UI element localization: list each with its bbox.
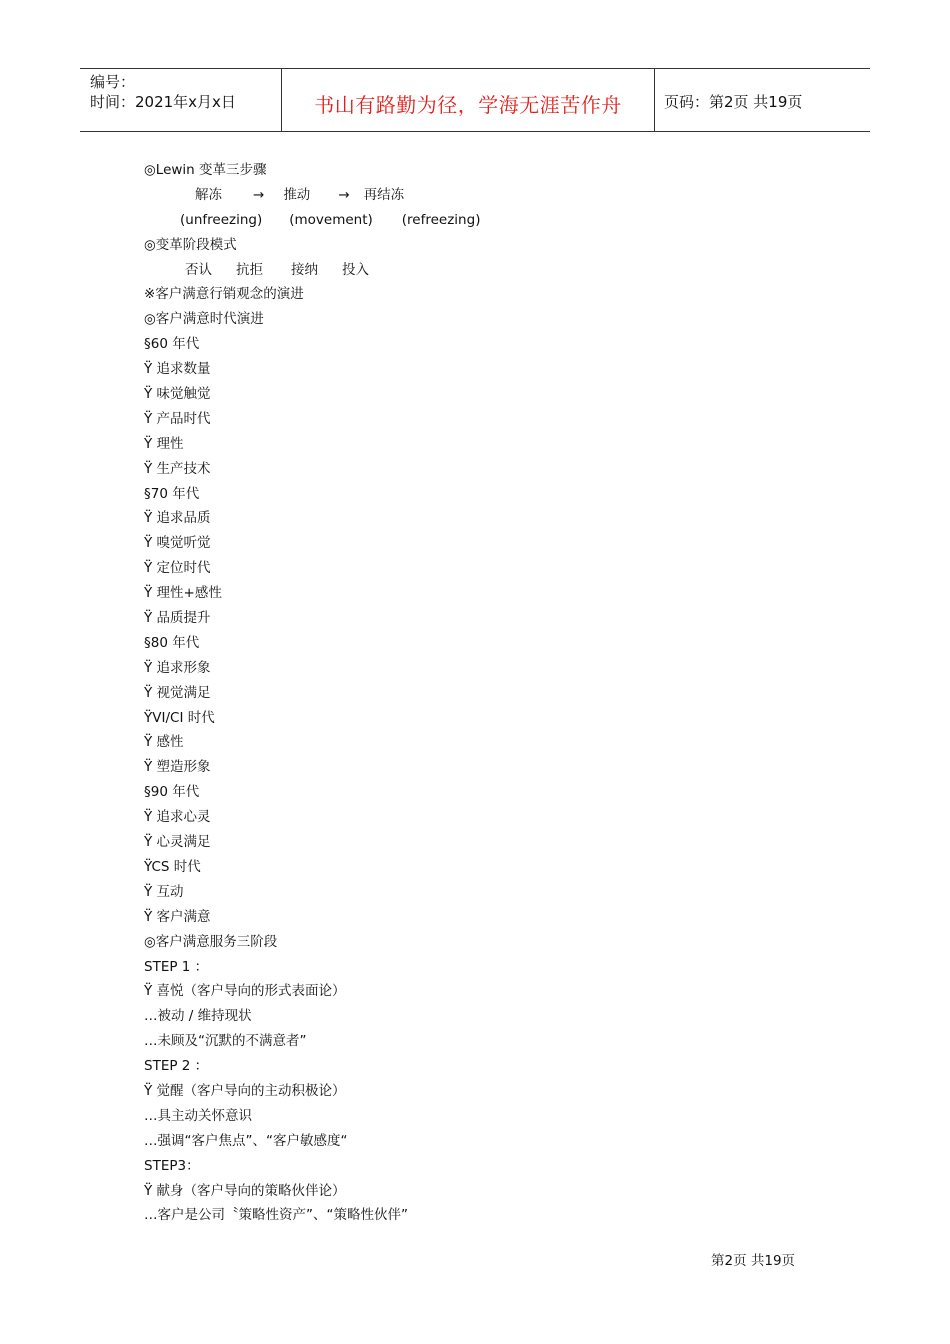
document-body: [144, 158, 844, 1228]
content-line: Ÿ 品质提升: [144, 610, 211, 627]
lewin-en-1: (unfreezing): [180, 211, 263, 228]
content-line: ŸVI/CI 时代: [144, 709, 215, 726]
content-line: STEP 1 ：: [144, 958, 209, 975]
content-line: Ÿ 觉醒（客户导向的主动积极论）: [144, 1082, 346, 1099]
arrow-icon: →: [338, 186, 350, 203]
content-line: STEP3：: [144, 1157, 200, 1174]
content-line: §60 年代: [144, 336, 200, 353]
content-line: Ÿ 理性: [144, 435, 184, 452]
lewin-title: ◎Lewin 变革三步骤: [144, 162, 267, 178]
content-line: Ÿ 塑造形象: [144, 759, 211, 776]
page-header: [80, 68, 870, 132]
time-label: 时间：2021年x月x日: [90, 93, 236, 111]
content-line: …客户是公司〝策略性资产”、“策略性伙伴”: [144, 1207, 408, 1224]
content-line: Ÿ 追求品质: [144, 510, 211, 527]
lewin-step-2: 推动: [283, 186, 311, 203]
lewin-en-2: (movement): [289, 211, 373, 228]
page-footer: 第2页 共19页: [711, 1253, 796, 1269]
content-line: Ÿ 客户满意: [144, 908, 211, 925]
header-info-cell: [80, 69, 282, 131]
content-line: Ÿ 互动: [144, 883, 184, 900]
lewin-step-1: 解冻: [195, 186, 222, 203]
content-line: Ÿ 视觉满足: [144, 684, 211, 701]
stages-row: [144, 258, 844, 283]
content-line: §70 年代: [144, 485, 200, 502]
content-line: Ÿ 喜悦（客户导向的形式表面论）: [144, 983, 346, 1000]
stages-title: ◎变革阶段模式: [144, 236, 237, 253]
content-line: …被动 / 维持现状: [144, 1008, 252, 1025]
content-line: §90 年代: [144, 784, 200, 801]
content-line: Ÿ 味觉触觉: [144, 386, 211, 403]
page-number-label: 页码：第2页 共19页: [664, 93, 803, 111]
content-line: …未顾及“沉默的不满意者”: [144, 1033, 307, 1050]
arrow-icon: →: [253, 186, 265, 203]
content-line: Ÿ 感性: [144, 734, 184, 751]
content-line: Ÿ 心灵满足: [144, 834, 211, 851]
content-line: §80 年代: [144, 634, 200, 651]
content-line: Ÿ 理性+感性: [144, 585, 222, 602]
content-line: Ÿ 定位时代: [144, 560, 211, 577]
lewin-en-3: (refreezing): [401, 211, 481, 228]
content-line: Ÿ 嗅觉听觉: [144, 535, 211, 552]
content-line: Ÿ 献身（客户导向的策略伙伴论）: [144, 1182, 346, 1199]
stage-item: 接纳: [291, 261, 318, 278]
header-page-cell: [655, 69, 870, 131]
stage-item: 否认: [185, 261, 212, 278]
content-line: ◎客户满意服务三阶段: [144, 933, 278, 950]
header-motto-cell: [282, 69, 655, 131]
content-line: Ÿ 生产技术: [144, 460, 211, 477]
content-line: ※客户满意行销观念的演进: [144, 286, 304, 303]
content-line: STEP 2 ：: [144, 1058, 209, 1075]
content-line: ◎客户满意时代演进: [144, 311, 264, 328]
content-line: …强调“客户焦点”、“客户敏感度“: [144, 1132, 348, 1149]
content-line: Ÿ 追求形象: [144, 659, 211, 676]
content-lines: [144, 282, 844, 1228]
lewin-steps-row: [144, 183, 844, 208]
number-label: 编号：: [90, 73, 136, 91]
motto-text: 书山有路勤为径，学海无涯苦作舟: [314, 93, 622, 117]
stage-item: 投入: [342, 261, 369, 278]
content-line: Ÿ 追求数量: [144, 361, 211, 378]
content-line: Ÿ 产品时代: [144, 410, 211, 427]
stage-item: 抗拒: [236, 261, 263, 278]
content-line: …具主动关怀意识: [144, 1107, 252, 1124]
content-line: Ÿ 追求心灵: [144, 809, 211, 826]
lewin-english-row: [144, 208, 844, 233]
content-line: ŸCS 时代: [144, 858, 201, 875]
lewin-step-3: 再结冻: [363, 186, 405, 203]
